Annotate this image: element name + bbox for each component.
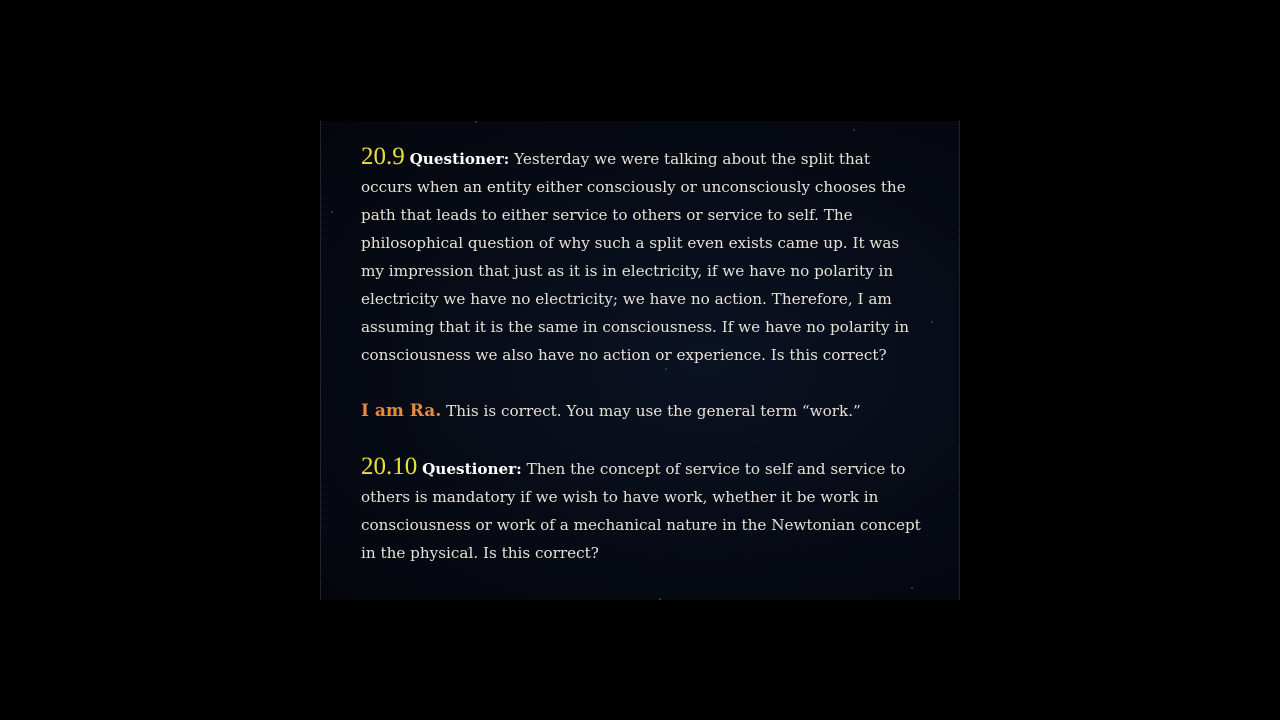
- reading-panel: [320, 121, 960, 600]
- ra-label: I am Ra.: [361, 401, 442, 421]
- star-decoration: [659, 598, 661, 600]
- passage-20-10: [361, 453, 921, 567]
- star-decoration: [853, 129, 855, 131]
- star-decoration: [931, 321, 933, 323]
- question-text: Yesterday we were talking about the split that occurs when an entity either consciously or unconsciously chooses the path that leads to either service to others or service to self. The philosophical question of why such a split even exists came up. It was my impression that just as it is in electricity, if we have no polarity in electricity we have no electricity; we have no action. Therefore, I am assuming that it is the same in consciousness. If we have no polarity in consciousness we also have no action or experience. Is this correct?: [361, 150, 909, 364]
- speaker-label: Questioner:: [409, 150, 510, 168]
- answer-20-9: [361, 397, 921, 425]
- question-number: 20.9: [361, 143, 405, 170]
- answer-text: This is correct. You may use the general term “work.”: [446, 402, 861, 420]
- question-number: 20.10: [361, 453, 418, 480]
- question-text: Then the concept of service to self and service to others is mandatory if we wish to have work, whether it be work in consciousness or work of a mechanical nature in the Newtonian concept in the physical. Is this correct?: [361, 460, 921, 562]
- star-decoration: [475, 121, 477, 123]
- speaker-label: Questioner:: [422, 460, 522, 478]
- transcript: [361, 143, 921, 595]
- star-decoration: [331, 211, 333, 213]
- passage-20-9: [361, 143, 921, 369]
